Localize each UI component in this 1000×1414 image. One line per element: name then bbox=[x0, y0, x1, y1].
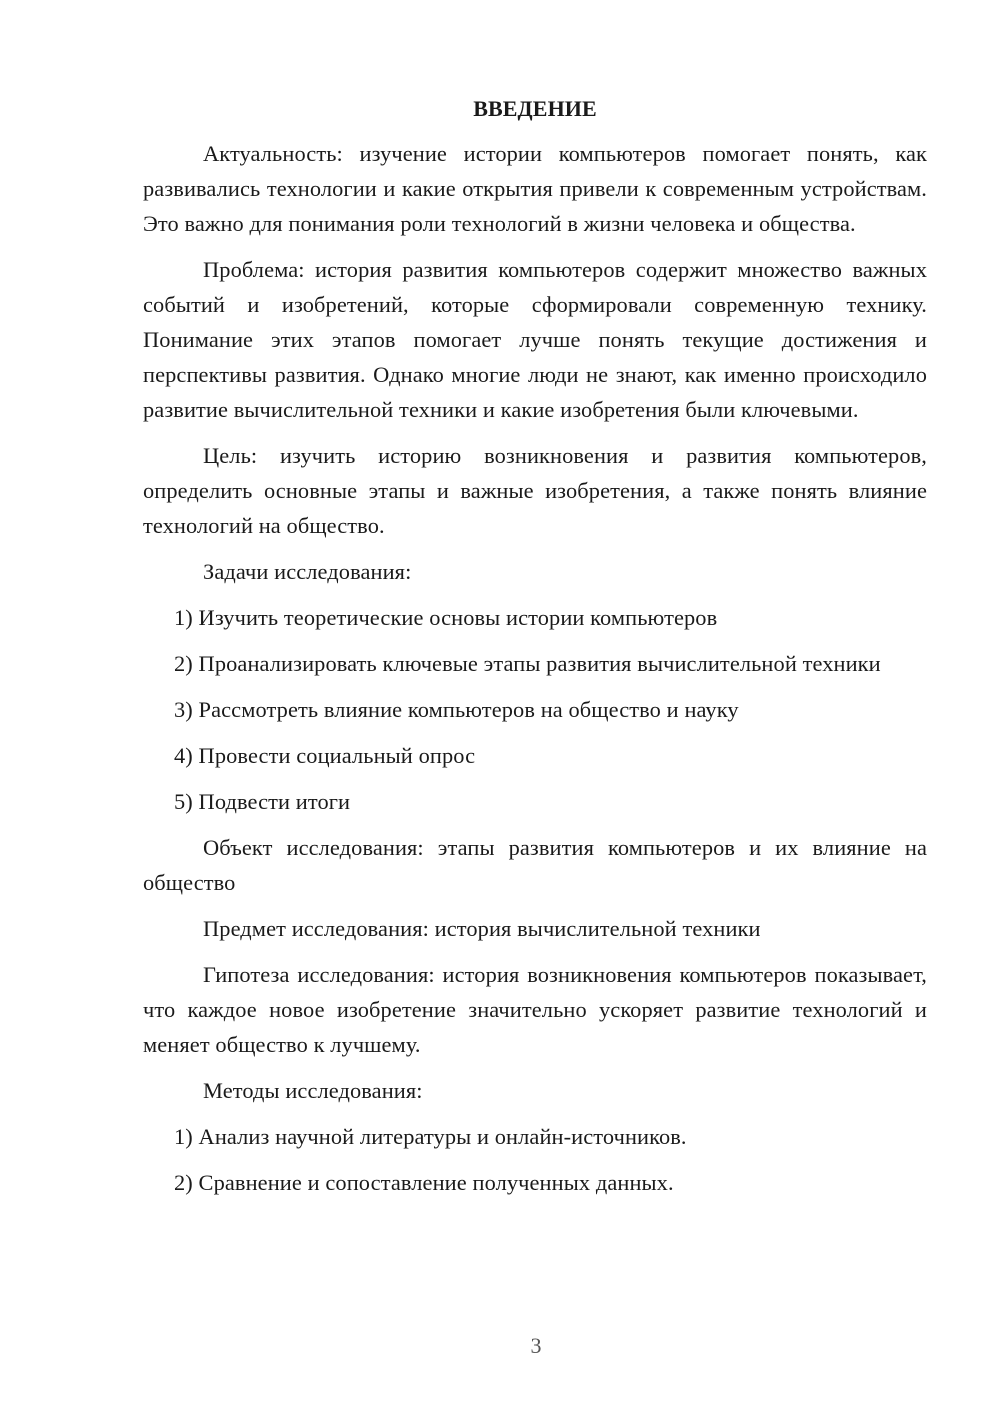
relevance-paragraph: Актуальность: изучение истории компьютеров помогает понять, как развивались технологии и какие открытия привели к современным устройствам. Это важно для понимания роли технологий в жизни человека и общества. bbox=[143, 141, 927, 236]
methods-heading: Методы исследования: bbox=[203, 1078, 423, 1103]
method-item: 2) Сравнение и сопоставление полученных данных. bbox=[174, 1170, 674, 1195]
task-item: 2) Проанализировать ключевые этапы развития вычислительной техники bbox=[174, 651, 881, 676]
section-title: ВВЕДЕНИЕ bbox=[473, 96, 597, 121]
object-paragraph: Объект исследования: этапы развития компьютеров и их влияние на общество bbox=[143, 835, 927, 895]
task-item: 4) Провести социальный опрос bbox=[174, 743, 476, 768]
task-item: 1) Изучить теоретические основы истории компьютеров bbox=[174, 605, 718, 630]
problem-paragraph: Проблема: история развития компьютеров содержит множество важных событий и изобретений, которые сформировали современную технику. Понимание этих этапов помогает лучше понять текущие достижения и перспективы развития. Однако многие люди не знают, как именно происходило развитие вычислительной техники и какие изобретения были ключевыми. bbox=[143, 257, 927, 422]
task-item: 3) Рассмотреть влияние компьютеров на общество и науку bbox=[174, 697, 739, 722]
document-body bbox=[143, 94, 927, 1211]
goal-paragraph: Цель: изучить историю возникновения и развития компьютеров, определить основные этапы и важные изобретения, а также понять влияние технологий на общество. bbox=[143, 443, 927, 538]
hypothesis-paragraph: Гипотеза исследования: история возникновения компьютеров показывает, что каждое новое изобретение значительно ускоряет развитие технологий и меняет общество к лучшему. bbox=[143, 962, 927, 1057]
subject-paragraph: Предмет исследования: история вычислительной техники bbox=[203, 916, 761, 941]
method-item: 1) Анализ научной литературы и онлайн-источников. bbox=[174, 1124, 687, 1149]
tasks-heading: Задачи исследования: bbox=[203, 559, 412, 584]
page-number: 3 bbox=[530, 1333, 542, 1358]
task-item: 5) Подвести итоги bbox=[174, 789, 351, 814]
